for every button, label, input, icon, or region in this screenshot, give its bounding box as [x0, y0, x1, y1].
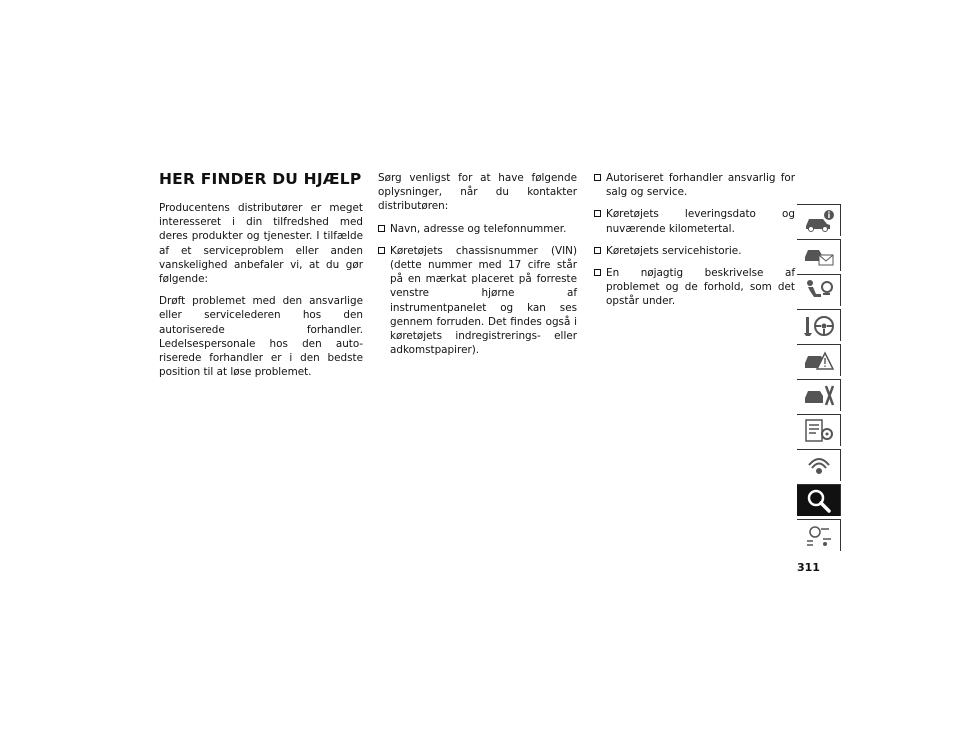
tab-safety[interactable]: [797, 274, 841, 306]
paragraph-intro: Producentens distributører er meget interesseret i din tilfredshed med deres produkter og tjenester. I tilfælde af et serviceproblem eller anden vanskelighed anbefaler vi, at du gør følgende:: [159, 202, 363, 286]
list-item: Navn, adresse og telefonnummer.: [378, 222, 577, 236]
paragraph-dealer: Drøft problemet med den ansvarlige eller servicelederen hos den autoriserede forhandler. Ledelsespersonale hos den autoriserede forhandler er i den bedste position til at løse problemet.: [159, 295, 363, 379]
index-icon: [803, 523, 835, 548]
tab-search[interactable]: [797, 484, 841, 516]
list-item: Køretøjets servicehistorie.: [594, 244, 795, 258]
car-mail-icon: [803, 243, 835, 268]
column-left: [159, 170, 363, 387]
list-item: Autoriseret forhandler ansvarlig for salg og service.: [594, 171, 795, 199]
car-warning-icon: [803, 348, 835, 373]
tab-specifications[interactable]: [797, 414, 841, 446]
tab-car-tools[interactable]: [797, 379, 841, 411]
checkbox-bullet-icon: [378, 225, 385, 232]
safety-airbag-icon: [803, 278, 835, 303]
paragraph-info-needed: Sørg venligst for at have følgende oplysninger, når du kontakter distributøren:: [378, 172, 577, 213]
checkbox-bullet-icon: [594, 210, 601, 217]
column-right: [594, 171, 795, 317]
checkbox-bullet-icon: [378, 247, 385, 254]
section-heading: HER FINDER DU HJÆLP: [159, 170, 362, 188]
magnifier-icon: [803, 488, 835, 513]
info-list-part2: [594, 171, 795, 309]
tab-steering[interactable]: [797, 309, 841, 341]
tab-index[interactable]: [797, 519, 841, 551]
tab-car-warning[interactable]: [797, 344, 841, 376]
info-list-part1: [378, 222, 577, 358]
multimedia-icon: [803, 453, 835, 478]
tab-multimedia[interactable]: [797, 449, 841, 481]
list-item: Køretøjets leveringsdato og nuværende kilometertal.: [594, 207, 795, 235]
page-number: 311: [797, 561, 820, 574]
checkbox-bullet-icon: [594, 247, 601, 254]
steering-wheel-icon: [803, 313, 835, 338]
specifications-icon: [803, 418, 835, 443]
list-item: Køretøjets chassisnummer (VIN) (dette nummer med 17 cifre står på en mærkat placeret på forreste venstre hjørne af instrumentpanelet og kan ses gennem forruden. Det findes også i køretøjets indregistrerings- eller adkomstpapirer).: [378, 244, 577, 358]
tab-car-mail[interactable]: [797, 239, 841, 271]
list-item: En nøjagtig beskrivelse af problemet og de forhold, som det opstår under.: [594, 266, 795, 309]
checkbox-bullet-icon: [594, 269, 601, 276]
car-info-icon: [803, 208, 835, 233]
tab-car-info[interactable]: [797, 204, 841, 236]
checkbox-bullet-icon: [594, 174, 601, 181]
car-tools-icon: [803, 383, 835, 408]
chapter-tabs: [797, 204, 843, 554]
column-middle: [378, 171, 577, 365]
